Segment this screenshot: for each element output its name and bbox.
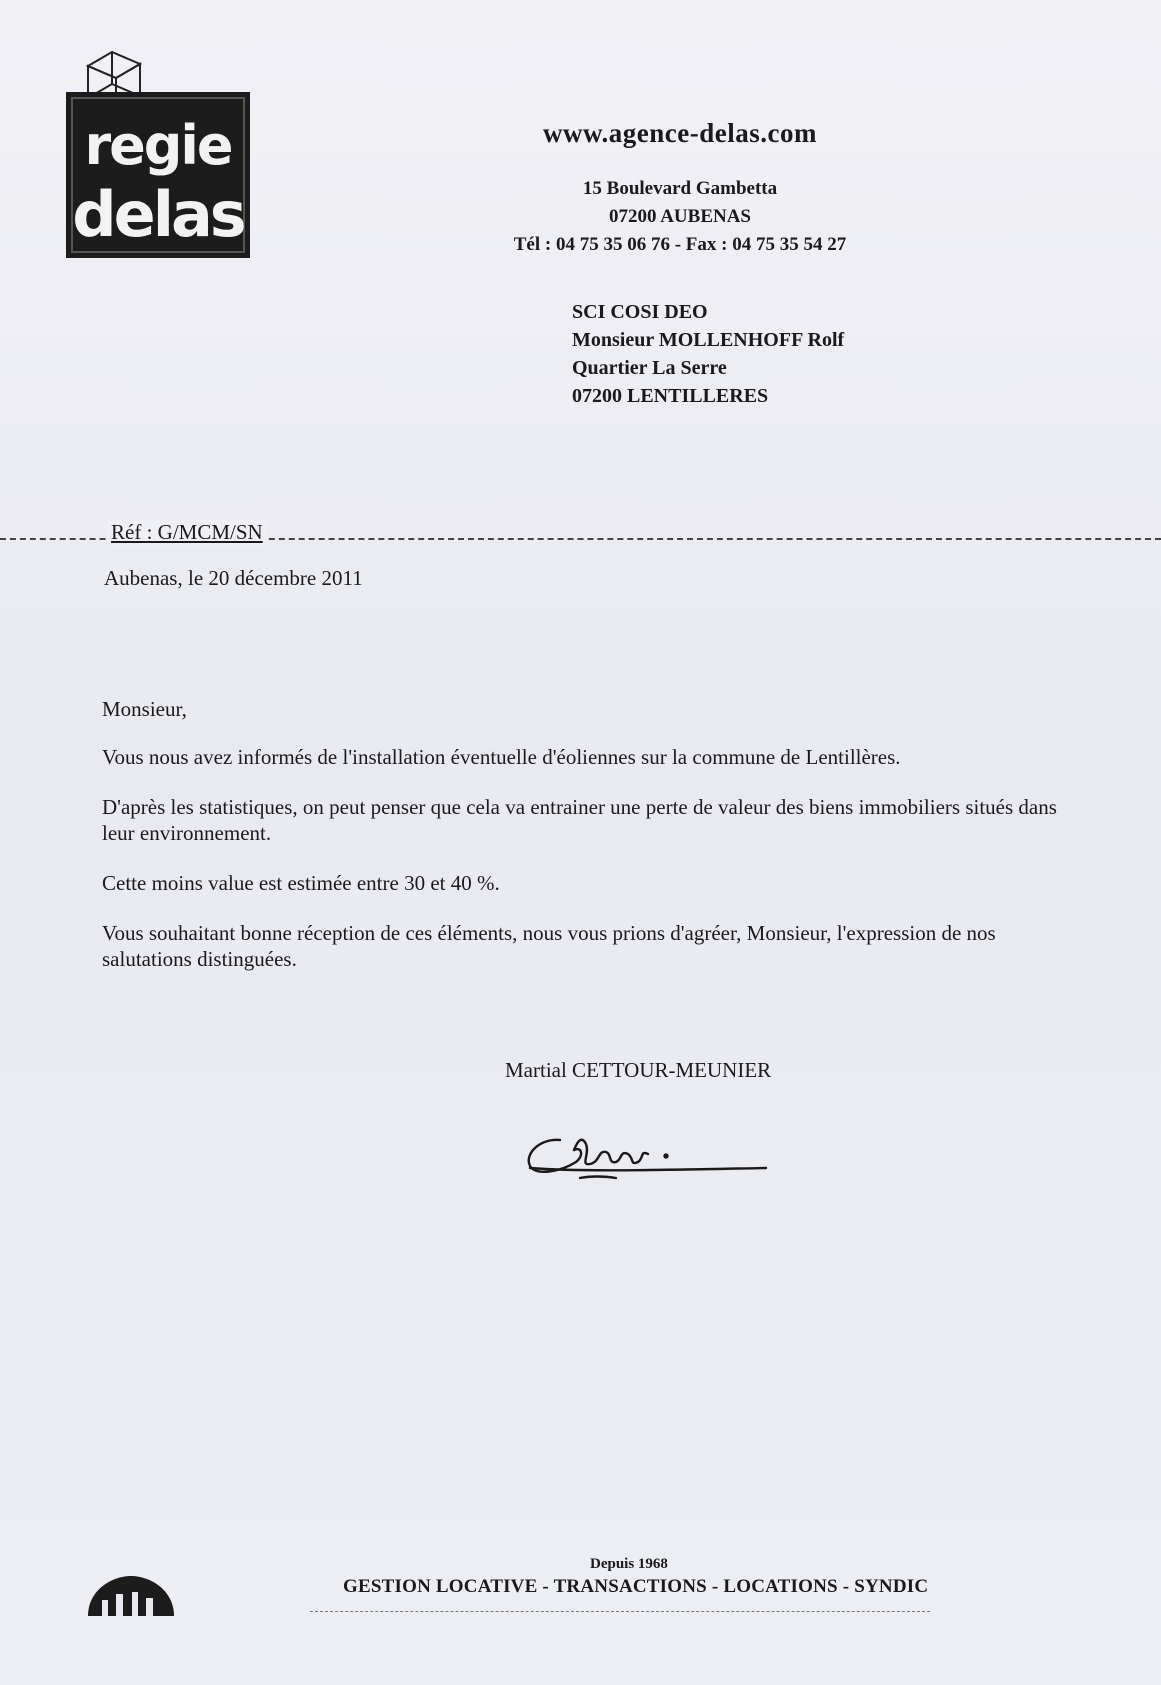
paragraph-3: Cette moins value est estimée entre 30 et 40 %. [102,871,500,895]
agency-logo [66,46,250,258]
recipient-street: Quartier La Serre [572,357,727,379]
agency-address-street: 15 Boulevard Gambetta [582,178,778,199]
footer-services: GESTION LOCATIVE - TRANSACTIONS - LOCATIONS - SYNDIC [343,1576,929,1597]
recipient-city: 07200 LENTILLERES [572,385,769,407]
signer-name: Martial CETTOUR-MEUNIER [505,1058,772,1082]
letter-body [102,696,1062,996]
paragraph-1: Vous nous avez informés de l'installation éventuelle d'éoliennes sur la commune de Lentillères. [102,745,901,769]
paragraph-2: D'après les statistiques, on peut penser que cela va entrainer une perte de valeur des biens immobiliers situés dans leur environnement. [102,795,1057,845]
recipient-name: Monsieur MOLLENHOFF Rolf [572,329,845,351]
paragraph-4: Vous souhaitant bonne réception de ces éléments, nous vous prions d'agréer, Monsieur, l'expression de nos salutations distinguées. [102,921,996,971]
logo-text-line1: regie [84,114,232,177]
recipient-address [572,298,844,410]
handwritten-signature [520,1110,770,1190]
agency-header [460,118,900,259]
salutation: Monsieur, [102,697,187,721]
footer-since: Depuis 1968 [590,1556,668,1572]
logo-text-line2: delas [72,178,244,251]
footer-logo [86,1572,176,1618]
agency-phone-fax: Tél : 04 75 35 06 76 - Fax : 04 75 35 54 27 [513,234,847,255]
letter-date: Aubenas, le 20 décembre 2011 [104,566,363,590]
reference-line [0,520,1161,550]
reference-code: Réf : G/MCM/SN [107,520,267,545]
agency-address-city: 07200 AUBENAS [609,206,751,227]
footer-divider [310,1611,930,1612]
recipient-company: SCI COSI DEO [572,301,708,323]
agency-website: www.agence-delas.com [543,118,817,148]
